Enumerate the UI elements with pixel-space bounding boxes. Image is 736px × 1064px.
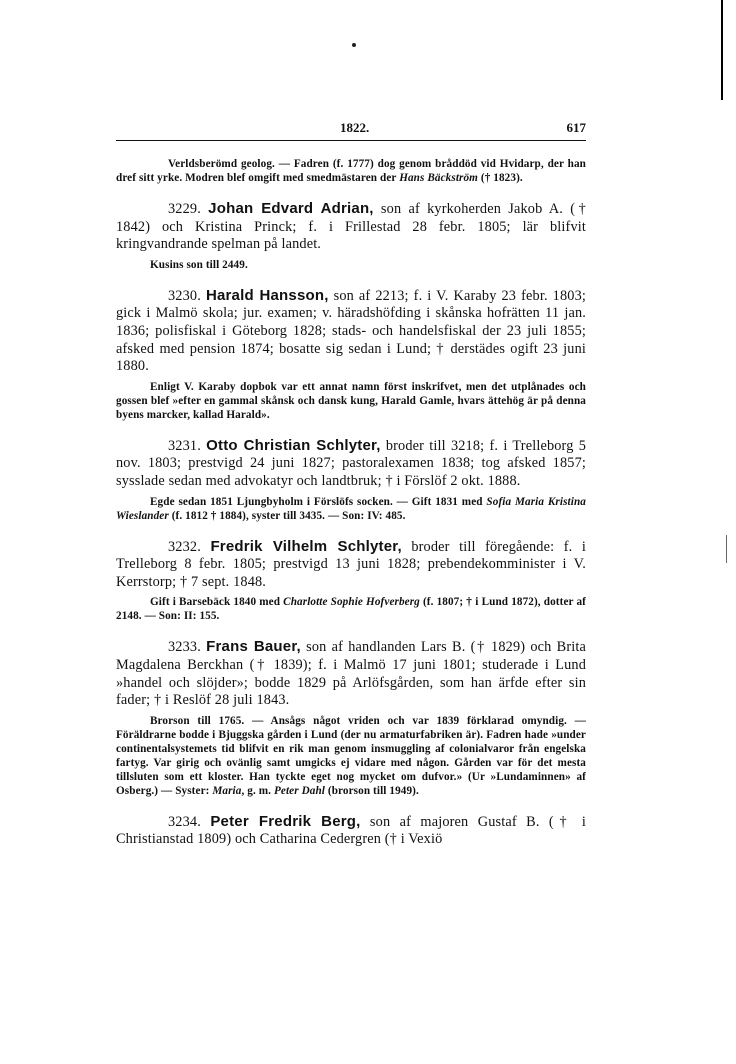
entry-3231 — [116, 437, 586, 523]
page-body — [116, 157, 586, 849]
entry-number: 3234. — [168, 813, 201, 830]
page-edge-line — [721, 0, 723, 100]
entry-text: broder till 3218; f. i Trelleborg 5 nov. 1803; prestvigd 24 juni 1827; pastoralexamen 1838; tog afsked 1857; sysslade sedan med advokatyr och landtbruk; † i Förslöf 2 okt. 1888. — [116, 437, 586, 489]
continuation-text: Verldsberömd geolog. — Fadren (f. 1777) dog genom bråddöd vid Hvidarp, der han dref sitt yrke. Modren blef omgift med smedmästaren der — [116, 158, 586, 184]
entry-note: Brorson till 1765. — Ansågs något vriden och var 1839 förklarad omyndig. — Föräldrarne bodde i Bjuggska gården i Lund (der nu armaturfabriken är). Fadren hade »under continentalsystemets tid blifvit en rik man genom insmuggling af colonialvaror från engelska fartyg. Var girig och ovänlig samt umgicks ej vidare med någon. Gården var för det mesta tillsluten som ett kloster. Han tyckte eget nog mycket om dufvor.» (Ur »Lundaminnen» af Osberg.) — Syster: Maria, g. m. Peter Dahl (brorson till 1949). — [116, 714, 586, 797]
entry-3233 — [116, 638, 586, 797]
entry-number: 3233. — [168, 639, 201, 656]
entry-text: son af majoren Gustaf B. († i Christianstad 1809) och Catharina Cedergren († i Vexiö — [116, 813, 587, 848]
entry-text: son af handlanden Lars B. († 1829) och Brita Magdalena Berckhan († 1839); f. i Malmö 17 juni 1801; studerade i Lund »handel och slöjder»; bodde 1829 på Arlöfsgården, som han ärfde efter sin fader; † i Reslöf 28 juli 1843. — [116, 639, 586, 709]
entry-name: Harald Hansson, — [205, 286, 329, 304]
entry-text: broder till föregående: f. i Trelleborg 8 febr. 1805; prestvigd 13 juni 1828; prebendekomminister i V. Kerrstorp; † 7 sept. 1848. — [116, 538, 586, 590]
continuation-after: († 1823). — [477, 172, 523, 184]
print-dot — [352, 43, 356, 47]
page-number: 617 — [566, 120, 586, 135]
entry-name: Otto Christian Schlyter, — [206, 436, 381, 454]
entry-text: son af kyrkoherden Jakob A. († 1842) och Kristina Princk; f. i Frillestad 28 febr. 1805; lär blifvit kringvandrande spelman på landet. — [116, 201, 586, 253]
entry-name: Fredrik Vilhelm Schlyter, — [210, 537, 402, 555]
entry-note: Egde sedan 1851 Ljungbyholm i Förslöfs socken. — Gift 1831 med Sofia Maria Kristina Wieslander (f. 1812 † 1884), syster till 3435. — Son: IV: 485. — [116, 495, 586, 522]
entry-note: Gift i Barsebäck 1840 med Charlotte Sophie Hofverberg (f. 1807; † i Lund 1872), dotter af 2148. — Son: II: 155. — [116, 596, 586, 623]
continuation-note — [116, 157, 586, 185]
entry-name: Johan Edvard Adrian, — [208, 200, 374, 217]
entry-note: Kusins son till 2449. — [150, 258, 248, 271]
entry-note: Enligt V. Karaby dopbok var ett annat namn först inskrifvet, men det utplånades och gossen blef »efter en gammal skånsk och dansk kung, Harald Gamle, hvars ättehög är på denna byens marcker, kallad Harald». — [116, 380, 586, 421]
continuation-italic: Hans Bäckström — [399, 172, 478, 184]
entry-3234 — [116, 813, 586, 849]
entry-name: Peter Fredrik Berg, — [210, 812, 361, 830]
entry-3230 — [116, 287, 586, 422]
entry-number: 3230. — [168, 287, 201, 304]
page-header — [116, 120, 586, 138]
entry-3232 — [116, 538, 586, 624]
entry-3229 — [116, 200, 586, 272]
header-rule — [116, 140, 586, 141]
entry-number: 3231. — [168, 437, 201, 454]
entry-text: son af 2213; f. i V. Karaby 23 febr. 1803; gick i Malmö skola; jur. examen; v. häradshöfding i skånska hofrätten 11 jan. 1836; polisfiskal i Göteborg 1828; stads- och handelsfiskal der 23 juli 1855; afsked med pension 1874; bosatte sig sedan i Lund; † derstädes ogift 23 juni 1880. — [116, 287, 586, 375]
entry-number: 3232. — [168, 538, 201, 555]
header-year: 1822. — [340, 120, 370, 135]
page-edge-mark — [726, 535, 727, 563]
entry-name: Frans Bauer, — [206, 638, 301, 656]
entry-number: 3229. — [168, 201, 201, 217]
